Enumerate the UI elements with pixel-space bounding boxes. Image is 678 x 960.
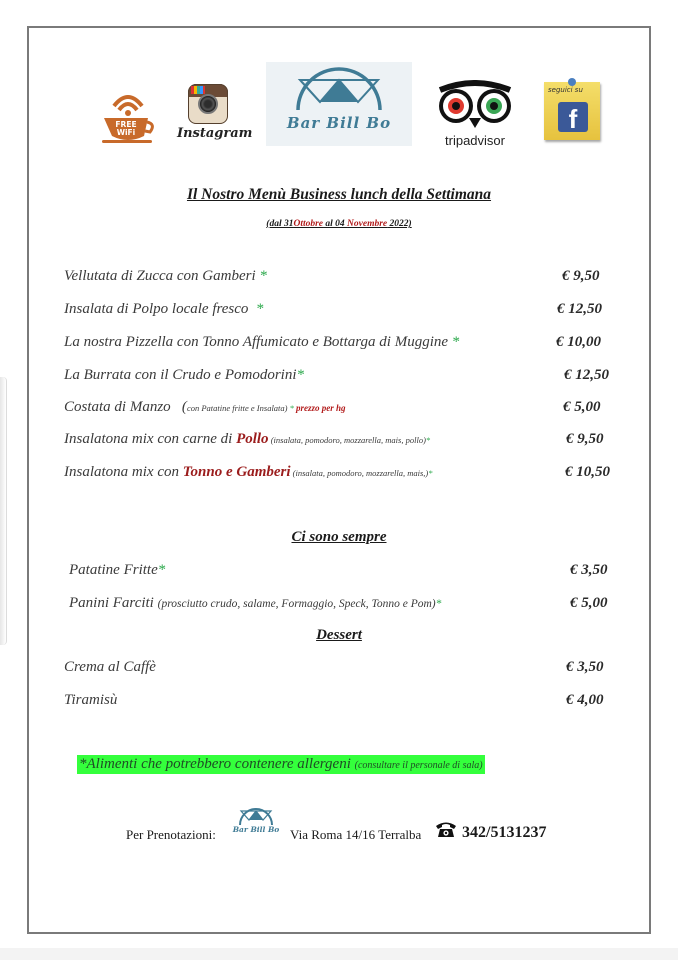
allergen-star: * — [157, 562, 166, 578]
item-price: € 3,50 — [570, 562, 608, 578]
period-prefix: (dal 31 — [266, 219, 294, 229]
period-middle: al 04 — [323, 219, 348, 229]
allergen-star: * — [255, 268, 267, 284]
item-price: € 12,50 — [557, 301, 602, 317]
item-name: Vellutata di Zucca con Gamberi — [64, 268, 256, 284]
item-price: € 12,50 — [564, 367, 609, 383]
menu-item — [64, 399, 346, 416]
bar-logo-name: Bar Bill Bo — [286, 114, 392, 132]
tripadvisor-label: tripadvisor — [445, 133, 505, 148]
footer-logo — [228, 805, 284, 839]
reservations-label: Per Prenotazioni: — [126, 827, 216, 842]
period-suffix: 2022) — [387, 219, 412, 229]
item-name: Insalatona mix con — [64, 464, 183, 480]
instagram-label: Instagram — [177, 126, 253, 141]
price-per-hg-note: prezzo per hg — [296, 403, 346, 413]
item-price: € 10,00 — [556, 334, 601, 350]
page-edge-shadow — [0, 377, 7, 645]
bottom-strip — [0, 948, 678, 960]
allergen-main: *Alimenti che potrebbero contenere allergeni — [79, 756, 355, 772]
bar-arch-icon — [228, 805, 284, 827]
facebook-icon: f — [558, 102, 588, 132]
instagram-camera-icon — [188, 84, 228, 124]
allergen-star: * — [435, 598, 442, 610]
allergen-note: (consultare il personale di sala) — [354, 760, 483, 771]
item-note: (insalata, pomodoro, mozzarella, mais,) — [290, 468, 429, 478]
wifi-logo — [100, 84, 156, 146]
facebook-caption: seguici su — [548, 86, 583, 94]
item-name: Costata di Manzo ( — [64, 399, 187, 415]
allergen-star: * — [252, 301, 264, 317]
facebook-sticker[interactable] — [544, 82, 600, 140]
item-price: € 5,00 — [570, 595, 608, 611]
telephone-icon — [435, 820, 457, 838]
phone-number[interactable]: 342/5131237 — [462, 824, 547, 841]
address: Via Roma 14/16 Terralba — [290, 827, 422, 842]
bar-bill-bo-logo — [266, 62, 412, 146]
allergen-notice — [77, 755, 485, 774]
item-highlight: Pollo — [236, 431, 269, 447]
wifi-label: FREE WiFi — [115, 120, 137, 137]
period-line — [0, 219, 678, 229]
item-price: € 3,50 — [566, 659, 604, 675]
section-heading-dessert: Dessert — [316, 627, 362, 643]
allergen-star: * — [425, 435, 431, 445]
item-name: Tiramisù — [64, 692, 118, 708]
item-name: Patatine Fritte — [69, 562, 158, 578]
allergen-star: * — [428, 468, 433, 478]
pin-icon — [568, 78, 576, 86]
item-name: Panini Farciti — [69, 595, 158, 611]
menu-item — [64, 659, 156, 676]
allergen-star: * — [296, 367, 305, 383]
menu-item — [64, 464, 433, 481]
item-note: con Patatine fritte e Insalata) — [186, 403, 288, 413]
item-name: Insalata di Polpo locale fresco — [64, 301, 253, 317]
item-price: € 9,50 — [562, 268, 600, 284]
item-note: (prosciutto crudo, salame, Formaggio, Speck, Tonno e Pom) — [157, 598, 436, 610]
bar-arch-icon — [266, 62, 412, 146]
menu-item — [64, 268, 267, 285]
tripadvisor-owl-icon — [434, 80, 516, 130]
item-price: € 9,50 — [566, 431, 604, 447]
period-month-start: Ottobre — [293, 219, 324, 229]
item-price: € 5,00 — [563, 399, 601, 415]
item-highlight: Tonno e Gamberi — [182, 464, 291, 480]
menu-item — [64, 301, 263, 318]
section-heading-always: Ci sono sempre — [291, 529, 387, 545]
item-note: (insalata, pomodoro, mozzarella, mais, pollo) — [268, 435, 426, 445]
menu-item — [64, 367, 304, 384]
allergen-star: * — [287, 403, 297, 413]
menu-item — [64, 334, 459, 351]
instagram-logo[interactable] — [177, 84, 253, 148]
footer-logo-name: Bar Bill Bo — [232, 825, 280, 834]
menu-item — [64, 692, 117, 709]
tripadvisor-logo[interactable] — [434, 80, 516, 148]
item-name: La nostra Pizzella con Tonno Affumicato e Bottarga di Muggine — [64, 334, 449, 350]
menu-item — [69, 595, 441, 612]
item-price: € 4,00 — [566, 692, 604, 708]
page-title: Il Nostro Menù Business lunch della Settimana — [186, 186, 492, 203]
item-price: € 10,50 — [565, 464, 610, 480]
period-month-end: Novembre — [347, 219, 388, 229]
allergen-star: * — [448, 334, 460, 350]
menu-item — [64, 431, 430, 448]
item-name: Insalatona mix con carne di — [64, 431, 237, 447]
menu-item — [69, 562, 165, 579]
item-name: La Burrata con il Crudo e Pomodorini — [64, 367, 297, 383]
item-name: Crema al Caffè — [64, 659, 156, 675]
